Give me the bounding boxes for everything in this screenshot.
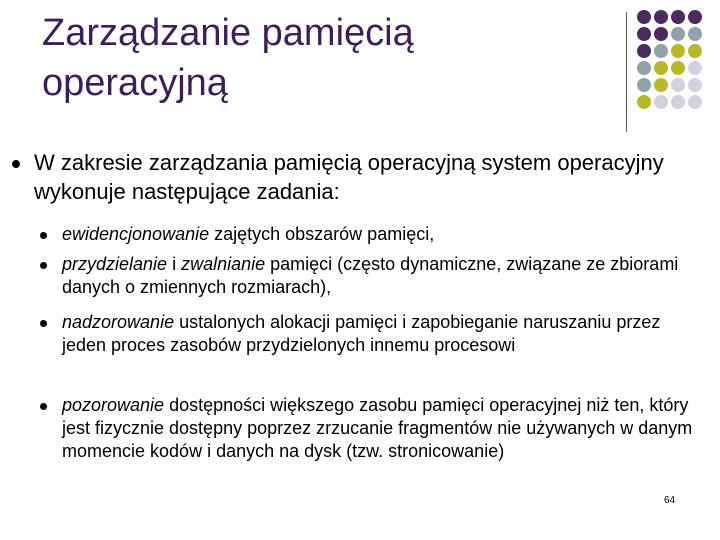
dot [654,10,668,24]
item-term: pozorowanie [62,395,165,415]
title-line-1: Zarządzanie pamięcią [42,12,414,54]
bullet-icon [40,232,47,239]
item-term: przydzielanie [62,254,168,274]
item-term-2: zwalnianie [181,254,266,274]
dot [637,10,651,24]
dot [654,27,668,41]
main-point: W zakresie zarządzania pamięcią operacyjną system operacyjny wykonuje następujące zadania: [34,150,664,204]
list-item [62,223,702,246]
dot [671,10,685,24]
dot [671,27,685,41]
dot [637,44,651,58]
dot [688,95,702,109]
dot [688,61,702,75]
item-text: dostępności większego zasobu pamięci operacyjnej niż ten, który jest fizycznie dostępny poprzez zrzucanie fragmentów nie używanych w danym momencie kodów i danych na dysk (tzw. stronicowanie) [62,395,693,461]
dot [637,78,651,92]
bullet-icon [40,403,47,410]
bullet-icon [40,320,47,327]
dot [654,44,668,58]
dot [688,78,702,92]
dot [637,27,651,41]
dot [688,44,702,58]
bullet-icon [12,160,20,168]
dot [671,44,685,58]
list-item [62,253,702,299]
item-term: nadzorowanie [62,312,175,332]
list-item [62,311,662,357]
item-term: ewidencjonowanie [62,224,210,244]
page-number: 64 [664,495,676,506]
dot [637,95,651,109]
item-connector: i [167,254,182,274]
dot [688,10,702,24]
item-text: ustalonych alokacji pamięci i zapobieganie naruszaniu przez jeden proces zasobów przydzielonych innemu procesowi [62,312,661,355]
dot [637,61,651,75]
dot [654,61,668,75]
dot [654,95,668,109]
decorative-divider [626,12,627,132]
dot [671,95,685,109]
bullet-icon [40,262,47,269]
dot [671,61,685,75]
dot [688,27,702,41]
item-text: zajętych obszarów pamięci, [209,224,435,244]
slide-title [42,8,414,108]
item-text: pamięci (często dynamiczne, związane ze zbiorami danych o zmiennych rozmiarach), [62,254,679,297]
dot [654,78,668,92]
list-item [62,394,702,463]
dot [671,78,685,92]
title-line-2: operacyjną [42,62,228,104]
